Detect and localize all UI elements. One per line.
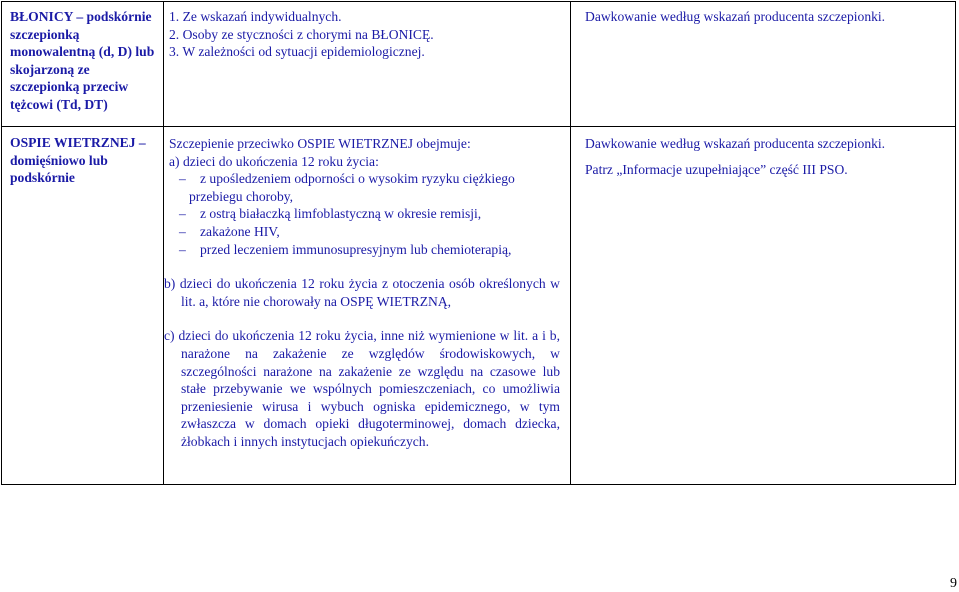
vaccine-name: BŁONICY – podskórnie szczepionką monowalentną (d, D) lub skojarzoną ze szczepionką przeciw tężcowi (Td, DT): [10, 9, 155, 112]
indication-b: b) dzieci do ukończenia 12 roku życia z otoczenia osób określonych w lit. a, które nie chorowały na OSPĘ WIETRZNĄ,: [164, 276, 560, 309]
vaccination-table: [1, 1, 956, 485]
indication-a-item: – z ostrą białaczką limfoblastyczną w okresie remisji,: [179, 206, 482, 222]
vaccine-name: OSPIE WIETRZNEJ – domięśniowo lub podskórnie: [10, 135, 146, 186]
indication-a-item: – zakażone HIV,: [179, 223, 280, 239]
table-row: [2, 127, 956, 485]
dosage-cell: [571, 2, 956, 127]
indication-item: 2. Osoby ze styczności z chorymi na BŁONICĘ.: [169, 26, 434, 42]
indication-a-label: a) dzieci do ukończenia 12 roku życia:: [169, 153, 379, 169]
dosage-cell: [571, 127, 956, 485]
page-number: 9: [950, 576, 957, 591]
indication-item: 1. Ze wskazań indywidualnych.: [169, 9, 342, 24]
dosage-reference: Patrz „Informacje uzupełniające” część III PSO.: [585, 161, 848, 177]
indications-cell: [164, 2, 571, 127]
dosage-text: Dawkowanie według wskazań producenta szczepionki.: [585, 136, 886, 151]
table-row: [2, 2, 956, 127]
indication-intro: Szczepienie przeciwko OSPIE WIETRZNEJ obejmuje:: [169, 136, 471, 151]
dosage-text: Dawkowanie według wskazań producenta szczepionki.: [585, 9, 886, 24]
indication-a-item: – z upośledzeniem odporności o wysokim ryzyku ciężkiego: [179, 171, 515, 187]
indication-c: c) dzieci do ukończenia 12 roku życia, inne niż wymienione w lit. a i b, narażone na zakażenie ze względów środowiskowych, w szczególności narażone na zakażenie ze względu na czasowe lub stałe przebywanie we wspólnych pomieszczeniach, co umożliwia przeniesienie wirusa i wybuch ogniska epidemicznego, w tym zwłaszcza w domach opieki długoterminowej, domach dziecka, żłobkach i innych instytucjach opiekuńczych.: [164, 328, 560, 449]
indication-a-item-continued: przebiegu choroby,: [189, 188, 294, 204]
vaccine-name-cell: [2, 127, 164, 485]
indication-a-item: – przed leczeniem immunosupresyjnym lub chemioterapią,: [179, 241, 512, 257]
indications-cell: [164, 127, 571, 485]
indication-item: 3. W zależności od sytuacji epidemiologicznej.: [169, 44, 425, 60]
vaccine-name-cell: [2, 2, 164, 127]
